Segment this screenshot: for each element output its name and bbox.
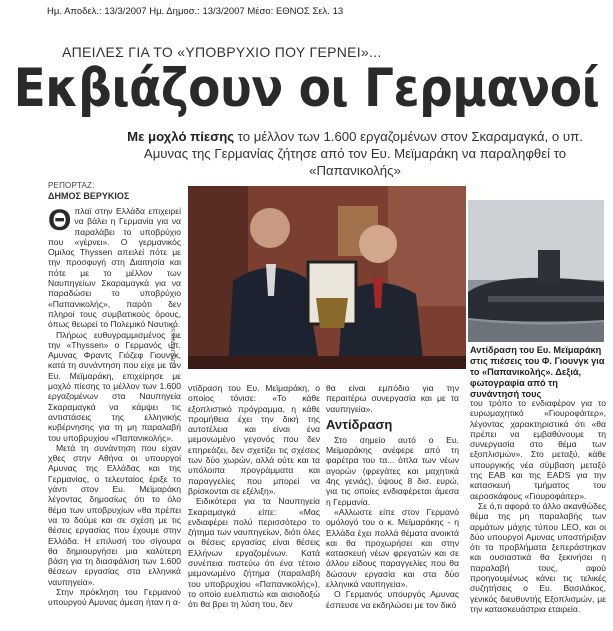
column-1-paragraph: Μετά τη συνάντηση που είχαν χθες στην Αθήνα οι υπουργοί Αμυνας της Ελλάδας και της Γερμανίας, ο τελευταίος έριξε το γάντι στον Ευ. Μεϊμαράκη λέγοντας δημοσίως ότι το όλο θέμα των υποβρυχίων «θα πρέπει να το δούμε και σε σχέση με τις θέσεις εργασίας που έχουμε στην Ελλάδα. Η επιλυσή του σίγουρα θα δημιουργήσει μια καλύτερη βάση για τη διασφάλιση των 1.600 θέσεων εργασίας στα ελληνικά ναυπηγεία». (48, 442, 181, 587)
column-1-paragraph: πλαϊ στην Ελλάδα επιχειρεί να βάλει η Γερμανία για να παραλάβει το υποβρύχιο που «γέρνει». Ο γερμανικός Ομιλος Thyssen απειλεί πότε με την προσφυγή στη Διαιτησία και πότε με το μέλλον των Ναυπηγείων Σκαραμαγκά για να παραδώσει το υποβρύχιο «Παπανικολής», παρότι δεν πληροί τους συμβατικούς όρους, όπως θεωρεί το Πολεμικό Ναυτικό. (48, 206, 181, 330)
subhead-rest: το μέλλον των 1.600 εργαζομένων στον Σκαραμαγκά, ο υπ. Αμυνας της Γερμανίας ζήτησε από τον Ευ. Μεϊμαράκη να παραληφθεί το «Παπανικολής» (143, 129, 583, 178)
column-3-paragraph: Στο σημείο αυτό ο Ευ. Μεϊμαράκης ανέφερε από τη φαρέτρα του τα... όπλα των νέων αγορών (φρεγάτες και μαχητικά 4ης γενιάς), ύψους 8 δισ. ευρώ, για τις οποίες ενδιαφέρεται άμεσα η Γερμανία. (326, 434, 459, 507)
article-column-1 (48, 206, 181, 608)
article-subhead (110, 128, 600, 179)
dropcap-letter: Θ (48, 204, 72, 237)
photo-credit: EUROKINISSI (171, 326, 177, 368)
clipping-meta-line: Ημ. Αποδελ.: 13/3/2007 Ημ. Δημοσ.: 13/3/2007 Μέσο: ΕΘΝΟΣ Σελ. 13 (47, 6, 344, 17)
column-3-paragraph: «Αλλωστε είπε στον Γερμανό ομόλογό του ο κ. Μεϊμαράκης - η Ελλάδα έχει πολλά θέματα ανοικτά και θα προχωρήσει και στην κατασκευή νέων φρεγατών και σε άλλου είδους παραγγελίες που θα δώσουν εργασία και στα δύο ελληνικά ναυπηγεία». (326, 506, 459, 590)
article-kicker: ΑΠΕΙΛΕΣ ΓΙΑ ΤΟ «ΥΠΟΒΡΥΧΙΟ ΠΟΥ ΓΕΡΝΕΙ»... (62, 44, 382, 60)
photo-ministers-meeting (188, 186, 466, 369)
photo-submarine (468, 200, 604, 342)
photo-illustration (188, 186, 466, 369)
article-column-4 (470, 398, 606, 614)
reporter-name: ΔΗΜΟΣ ΒΕΡΥΚΙΟΣ (48, 191, 130, 201)
column-4-paragraph: Σε ό,τι αφορά το άλλο ακανθώδες θέμα της μη παραλαβής των αρμάτων μάχης τύπου LEO, και οι δύο υπουργοί Αμυνας υποστήριξαν ότι τα προβλήματα ξεπεράστηκαν και ουσιαστικά θα ξεκινήσει η παραλαβή τους, αφού προηγουμένως κάνει τις τελικές συζητήσεις ο Ευ. Βασιλάκος, γενικός διευθυντής Εξοπλισμών, με την κατασκευάστρια εταιρεία. (470, 500, 606, 614)
column-3-paragraph: θα είναι εμπόδιο για την περαιτέρω συνεργασία και με τα ναυπηγεία». (326, 383, 459, 414)
subhead-lead: Με μοχλό πίεσης (127, 129, 235, 144)
article-column-2 (188, 383, 320, 610)
column-2-paragraph: Ειδικότερα για τα Ναυπηγεία Σκαραμαγκά είπε: «Μας ενδιαφέρει πολύ περισσότερο το ζήτημα των ναυπηγείων, διότι όλες οι θέσεις εργασίας είναι θέσεις Ελλήνων εργαζομένων. Κατά συνέπεια πιστεύω ότι ένα τέτοιο μεμονωμένο ζήτημα (παραλαβή του υποβρυχίου «Παπανικολής»), το οποίο ευελπιστώ και αισιοδοξώ ότι θα βρει τη λύση του, δεν (188, 496, 320, 610)
section-heading: Αντίδραση (326, 416, 393, 432)
article-headline: Εκβιάζουν οι Γερμανοί (13, 58, 600, 120)
reporter-label: ΡΕΠΟΡΤΑΖ: (48, 181, 95, 190)
column-4-paragraph: του τρόπο το ενδιαφέρον για το ευρωμαχητικό «Γιουροφάιτερ», λέγοντας χαρακτηριστικά ότι «θα πρέπει να εμβαθύνουμε τη συνεργασία στο θέμα των εξοπλισμών». Στο μεταξύ, κάθε υπουργικής νέα σύμβαση μεταξύ της ΕΑΒ και της EADS για την κατασκευή τμήματος του αεροσκάφους «Γιουροφάιτερ». (470, 398, 606, 501)
submarine-illustration (468, 200, 604, 342)
column-1-paragraph: Στην πρόκληση του Γερμανού υπουργού Αμυνας άμεση ήταν η α- (48, 586, 181, 608)
column-3-paragraph: Ο Γερμανός υπουργός Αμυνας έσπευσε να εκδηλώσει με τον δικό (326, 589, 459, 610)
article-column-3 (326, 383, 459, 610)
photo-caption: Αντίδραση του Ευ. Μεϊμαράκη στις πιέσεις του Φ. Γιουνγκ για το «Παπανικολής». Δεξιά, φωτογραφία από τη συνάντησή τους (470, 345, 605, 399)
column-1-paragraph: Πλήρως ευθυγραμμισμένος με την «Thyssen» ο Γερμανός υπ. Αμυνας Φραντς Γιόζεφ Γιουνγκ, κατά τη συνάντηση που είχε με τον Ευ. Μεϊμαράκη, επιχείρησε με μοχλό πίεσης το μέλλον των 1.600 εργαζομένων στα Ναυπηγεία Σκαραμαγκά να κάμψει τις αντιστάσεις της ελληνικής κυβέρνησης για τη μη παραλαβή του υποβρυχίου «Παπανικολής». (48, 329, 181, 443)
column-2-paragraph: ντίδραση του Ευ. Μεϊμαράκη, ο οποίος τόνισε: «Το κάθε εξοπλιστικό πρόγραμμα, η κάθε προμήθεια έχει την δική της αυτοτέλεια και είναι ένα μεμονωμένο γεγονός που δεν επηρεάζει, δεν σχετίζει τις σχέσεις των δύο χωρών, αλλά ούτε και τα υπόλοιπα προγράμματα και παραγγελίες που μπορεί να βρίσκονται σε εξέλιξη». (188, 383, 320, 496)
